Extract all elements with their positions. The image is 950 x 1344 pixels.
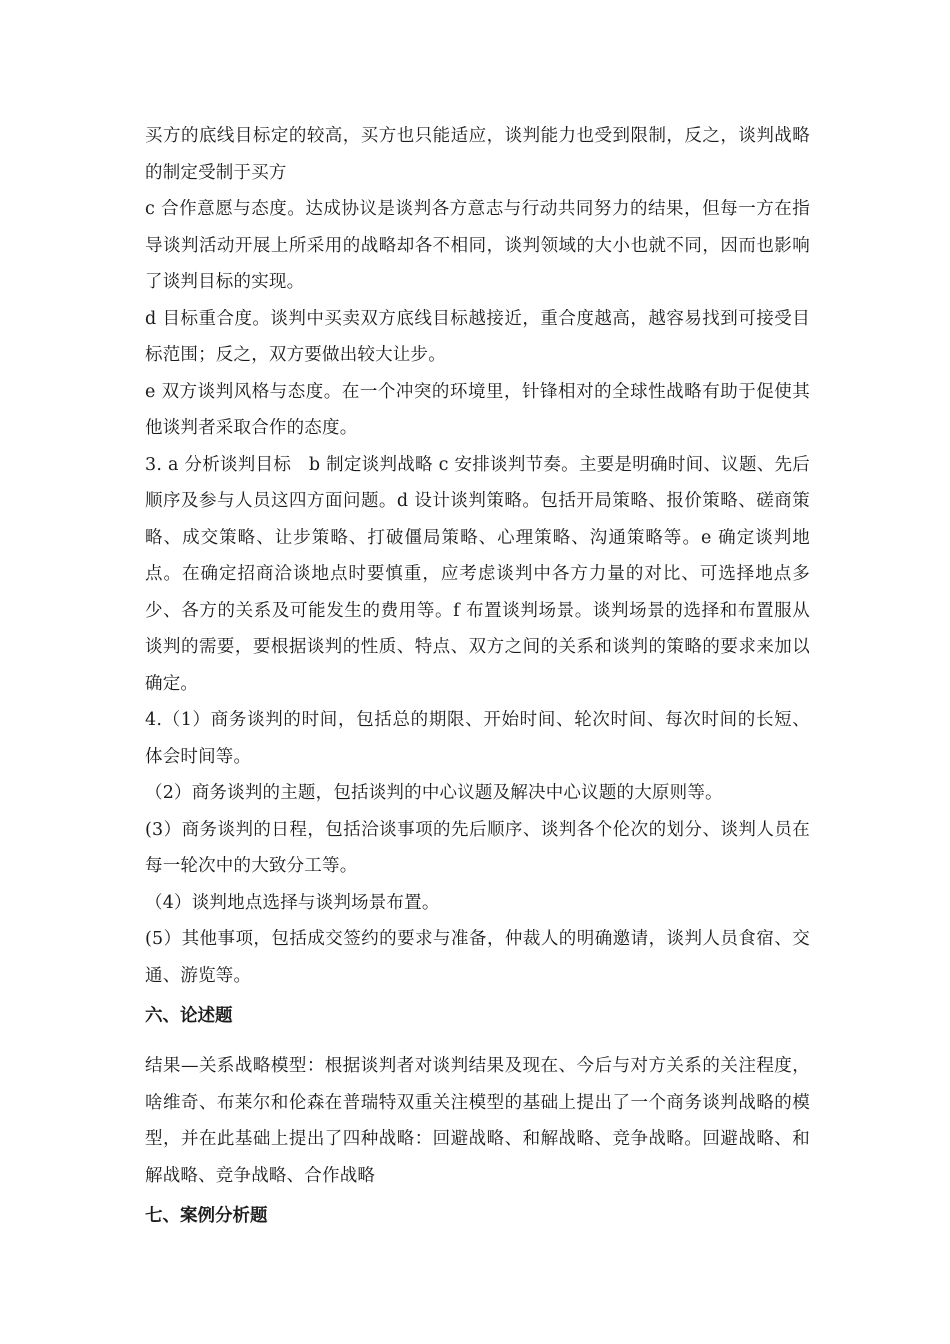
paragraph-buyer-bottom-line: 买方的底线目标定的较高，买方也只能适应，谈判能力也受到限制，反之，谈判战略的制定受制于买方 (145, 126, 810, 183)
paragraph-answer-3: 3. a 分析谈判目标 b 制定谈判战略 c 安排谈判节奏。主要是明确时间、议题、先后顺序及参与人员这四方面问题。d 设计谈判策略。包括开局策略、报价策略、磋商策略、成交策略、让步策略、打破僵局策略、心理策略、沟通策略等。e 确定谈判地点。在确定招商洽谈地点时要慎重，应考虑谈判中各方力量的对比、可选择地点多少、各方的关系及可能发生的费用等。f 布置谈判场景。谈判场景的选择和布置服从谈判的需要，要根据谈判的性质、特点、双方之间的关系和谈判的策略的要求来加以确定。 (145, 454, 810, 694)
paragraph-answer-4-2: （2）商务谈判的主题，包括谈判的中心议题及解决中心议题的大原则等。 (145, 783, 723, 803)
section-heading-essay: 六、论述题 (145, 1006, 233, 1026)
paragraph-essay-answer: 结果—关系战略模型：根据谈判者对谈判结果及现在、今后与对方关系的关注程度，啥维奇、布莱尔和伦森在普瑞特双重关注模型的基础上提出了一个商务谈判战略的模型，并在此基础上提出了四种战略：回避战略、和解战略、竞争战略。回避战略、和解战略、竞争战略、合作战略 (145, 1056, 810, 1186)
section-heading-case-analysis: 七、案例分析题 (145, 1206, 268, 1226)
paragraph-target-overlap: d 目标重合度。谈判中买卖双方底线目标越接近，重合度越高，越容易找到可接受目标范围；反之，双方要做出较大让步。 (145, 308, 810, 365)
paragraph-answer-4-3: (3）商务谈判的日程，包括洽谈事项的先后顺序、谈判各个伦次的划分、谈判人员在每一轮次中的大致分工等。 (145, 819, 810, 876)
paragraph-answer-4-4: （4）谈判地点选择与谈判场景布置。 (145, 892, 440, 913)
paragraph-answer-4-1: 4.（1）商务谈判的时间，包括总的期限、开始时间、轮次时间、每次时间的长短、体会时间等。 (145, 710, 810, 767)
paragraph-answer-4-5: (5）其他事项，包括成交签约的要求与准备，仲裁人的明确邀请，谈判人员食宿、交通、游览等。 (145, 929, 810, 986)
paragraph-cooperation-willingness: c 合作意愿与态度。达成协议是谈判各方意志与行动共同努力的结果，但每一方在指导谈判活动开展上所采用的战略却各不相同，谈判领域的大小也就不同，因而也影响了谈判目标的实现。 (145, 199, 810, 292)
paragraph-negotiation-style: e 双方谈判风格与态度。在一个冲突的环境里，针锋相对的全球性战略有助于促使其他谈判者采取合作的态度。 (145, 381, 810, 438)
document-body (145, 118, 810, 1244)
